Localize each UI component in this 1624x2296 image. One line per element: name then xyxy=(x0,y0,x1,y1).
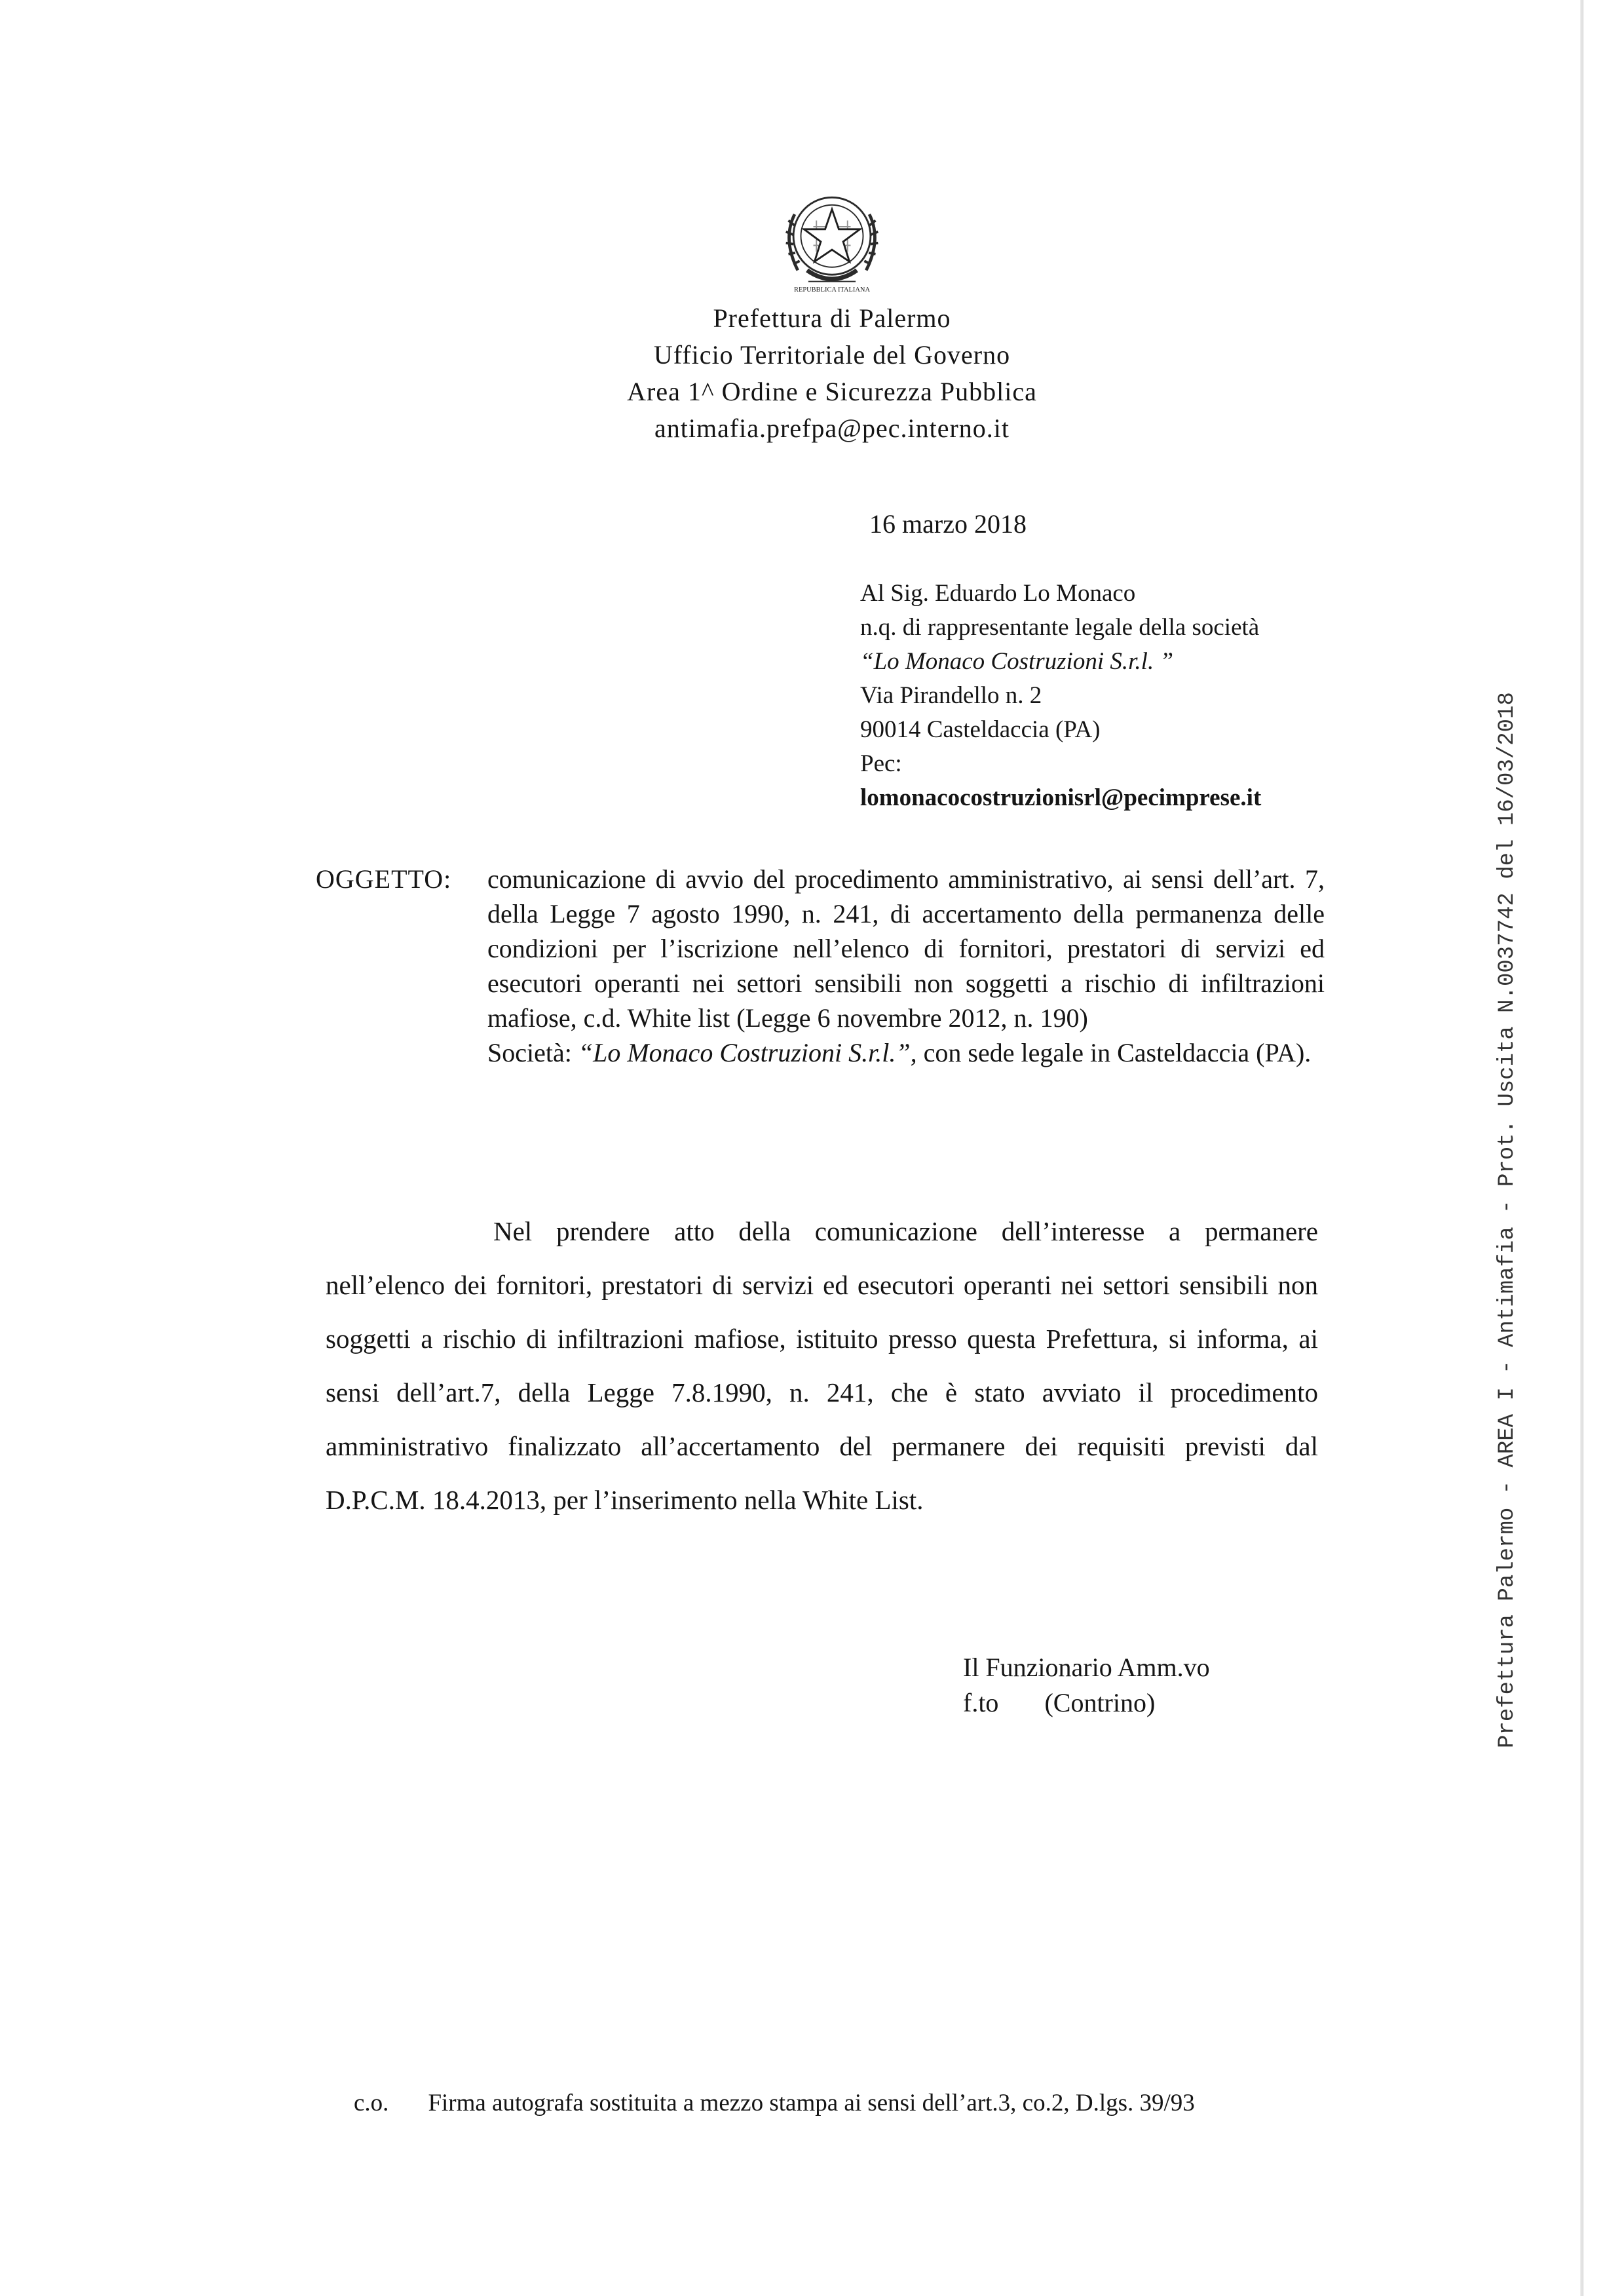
signature-line xyxy=(963,1685,1210,1721)
letter-body: Nel prendere atto della comunicazione dell’interesse a permanere nell’elenco dei fornitori, prestatori di servizi ed esecutori operanti nei settori sensibili non soggetti a rischio di infiltrazioni mafiose, istituito presso questa Prefettura, si informa, ai sensi dell’art.7, della Legge 7.8.1990, n. 241, che è stato avviato il procedimento amministrativo finalizzato all’accertamento del permanere dei requisiti previsti dal D.P.C.M. 18.4.2013, per l’inserimento nella White List. xyxy=(326,1216,1318,1515)
subject-description: comunicazione di avvio del procedimento amministrativo, ai sensi dell’art. 7, della Legge 7 agosto 1990, n. 241, di accertamento della permanenza delle condizioni per l’iscrizione nell’elenco di fornitori, prestatori di servizi ed esecutori operanti nei settori sensibili non soggetti a rischio di infiltrazioni mafiose, c.d. White list (Legge 6 novembre 2012, n. 190) xyxy=(487,864,1325,1033)
sender-office: Prefettura di Palermo xyxy=(713,303,951,333)
subject-label: OGGETTO: xyxy=(316,864,452,894)
sender-header xyxy=(393,300,1271,447)
subject-company-prefix: Società: xyxy=(487,1038,578,1067)
addressee-pec-address: lomonacocostruzionisrl@pecimprese.it xyxy=(860,784,1262,811)
footer-text: Firma autografa sostituita a mezzo stampa ai sensi dell’art.3, co.2, D.lgs. 39/93 xyxy=(428,2090,1195,2116)
footer-note xyxy=(354,2089,1195,2117)
scan-edge xyxy=(1580,0,1584,2296)
subject-company-name: “Lo Monaco Costruzioni S.r.l.”, xyxy=(578,1038,917,1067)
addressee-role: n.q. di rappresentante legale della società xyxy=(860,614,1260,641)
addressee-city: 90014 Casteldaccia (PA) xyxy=(860,716,1101,743)
subject-company-line xyxy=(487,1035,1325,1070)
sender-department: Ufficio Territoriale del Governo xyxy=(653,340,1011,370)
addressee-company: “Lo Monaco Costruzioni S.r.l. ” xyxy=(860,648,1174,675)
svg-text:REPUBBLICA ITALIANA: REPUBBLICA ITALIANA xyxy=(793,286,871,294)
sender-area: Area 1^ Ordine e Sicurezza Pubblica xyxy=(627,377,1037,406)
signature-prefix: f.to xyxy=(963,1688,999,1717)
addressee-block xyxy=(860,577,1358,815)
signature-name: (Contrino) xyxy=(1044,1688,1156,1717)
addressee-street: Via Pirandello n. 2 xyxy=(860,682,1042,709)
signature-block xyxy=(963,1650,1210,1721)
addressee-pec-label: Pec: xyxy=(860,750,902,777)
protocol-stamp: Prefettura Palermo - AREA I - Antimafia - Prot. Uscita N.0037742 del 16/03/2018 xyxy=(1495,692,1520,1748)
subject-block xyxy=(316,862,1325,1070)
sender-email: antimafia.prefpa@pec.interno.it xyxy=(654,413,1010,443)
subject-company-suffix: con sede legale in Casteldaccia (PA). xyxy=(916,1038,1312,1067)
footer-prefix: c.o. xyxy=(354,2090,389,2116)
italian-republic-emblem-icon xyxy=(770,177,894,301)
subject-text xyxy=(487,862,1325,1070)
addressee-name: Al Sig. Eduardo Lo Monaco xyxy=(860,580,1136,607)
letter-date: 16 marzo 2018 xyxy=(869,509,1027,539)
signature-title: Il Funzionario Amm.vo xyxy=(963,1653,1210,1682)
